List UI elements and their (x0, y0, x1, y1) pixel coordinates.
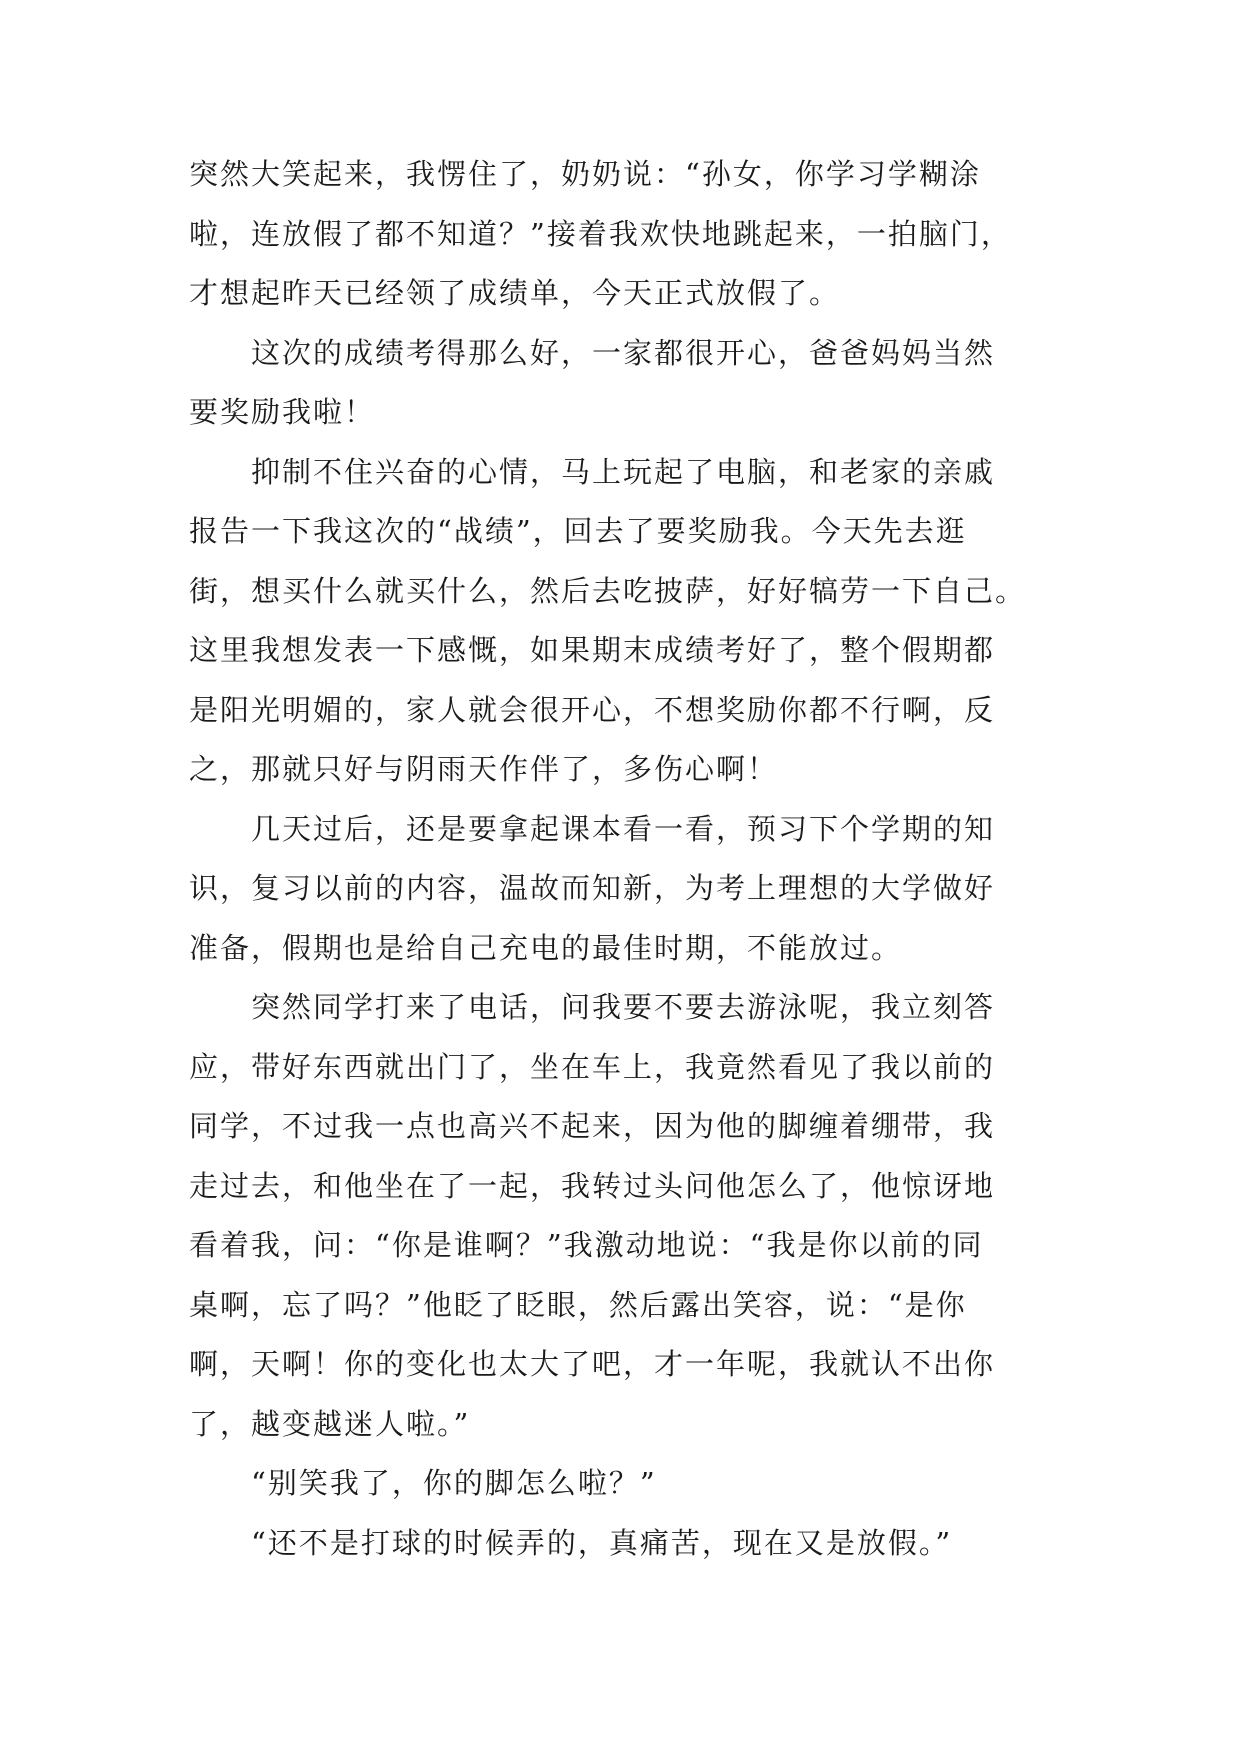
paragraph-5: 突然同学打来了电话，问我要不要去游泳呢，我立刻答 应，带好东西就出门了，坐在车上，我竟然看见了我以前的 同学，不过我一点也高兴不起来，因为他的脚缠着绷带，我 走过去，和他坐在了一起，我转过头问他怎么了，他惊讶地 看着我，问：“你是谁啊？”我激动地说：“我是你以前的同 桌啊，忘了吗？”他眨了眨眼，然后露出笑容，说：“是你 啊，天啊！你的变化也太大了吧，才一年呢，我就认不出你 了，越变越迷人啦。” (189, 990, 996, 1441)
paragraph-7: “还不是打球的时候弄的，真痛苦，现在又是放假。” (189, 1525, 953, 1560)
paragraph-1: 突然大笑起来，我愣住了，奶奶说：“孙女，你学习学糊涂 啦，连放假了都不知道？”接着我欢快地跳起来，一拍脑门， 才想起昨天已经领了成绩单，今天正式放假了。 (189, 157, 1012, 310)
paragraph-2: 这次的成绩考得那么好，一家都很开心，爸爸妈妈当然 要奖励我啦！ (189, 335, 996, 429)
paragraph-4: 几天过后，还是要拿起课本看一看，预习下个学期的知 识，复习以前的内容，温故而知新，为考上理想的大学做好 准备，假期也是给自己充电的最佳时期，不能放过。 (189, 811, 996, 965)
document-body (189, 145, 1059, 1573)
paragraph-6: “别笑我了，你的脚怎么啦？” (189, 1466, 657, 1500)
paragraph-3: 抑制不住兴奋的心情，马上玩起了电脑，和老家的亲戚 报告一下我这次的“战绩”，回去了要奖励我。今天先去逛 街，想买什么就买什么，然后去吃披萨，好好犒劳一下自己。 这里我想发表一下感慨，如果期末成绩考好了，整个假期都 是阳光明媚的，家人就会很开心，不想奖励你都不行啊，反 之，那就只好与阴雨天作伴了，多伤心啊！ (189, 454, 1027, 786)
